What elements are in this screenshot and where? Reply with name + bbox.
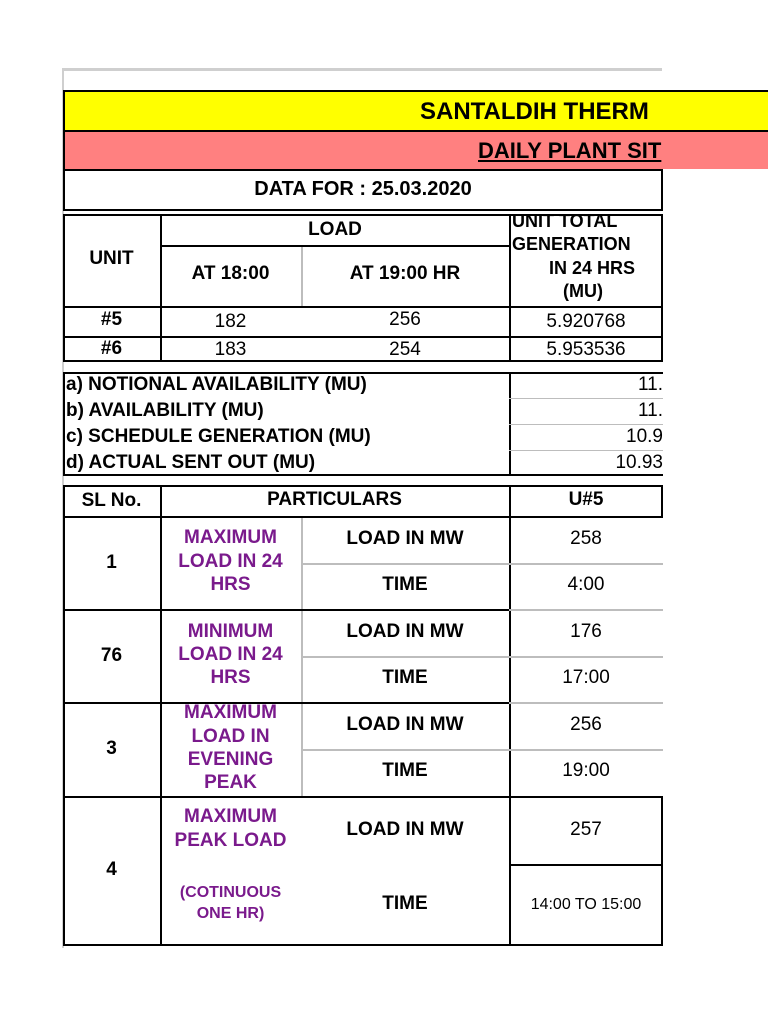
at-1800-header: AT 18:00: [191, 263, 270, 284]
generation-cell: 5.920768: [546, 311, 626, 332]
particular-desc-line: MAXIMUM: [184, 527, 277, 548]
sl-no-cell: 1: [106, 552, 117, 573]
availability-value: 10.93: [615, 452, 663, 473]
load-value: 256: [570, 714, 602, 735]
time-label: TIME: [382, 760, 428, 781]
unit-cell: #6: [100, 338, 123, 359]
availability-label: b) AVAILABILITY (MU): [66, 400, 264, 421]
particular-desc-line: ONE HR): [196, 905, 265, 922]
at-1900-header: AT 19:00 HR: [349, 263, 461, 284]
u5-header: U#5: [568, 489, 604, 510]
particular-desc-line: HRS: [210, 667, 251, 688]
gen-header-line-4: (MU): [563, 281, 603, 301]
plant-title: SANTALDIH THERM: [420, 98, 649, 125]
time-label: TIME: [382, 667, 428, 688]
time-value: 17:00: [562, 667, 610, 688]
particular-desc-line: PEAK LOAD: [174, 830, 287, 851]
time-value: 14:00 TO 15:00: [530, 896, 642, 913]
particular-desc-line: PEAK: [204, 772, 257, 793]
time-label: TIME: [382, 893, 428, 914]
particular-desc-line: LOAD IN 24: [178, 644, 283, 665]
load-value: 176: [570, 621, 602, 642]
gen-header-line-1: UNIT TOTAL: [512, 211, 618, 231]
sl-no-cell: 4: [106, 859, 117, 880]
data-for-date: DATA FOR : 25.03.2020: [254, 178, 472, 200]
particular-desc-line: (COTINUOUS: [179, 884, 282, 901]
load-at-1800-cell: 182: [214, 311, 247, 332]
availability-value: 10.9: [626, 426, 663, 447]
load-header: LOAD: [308, 219, 362, 240]
load-at-1800-cell: 183: [214, 339, 247, 360]
particular-desc-line: HRS: [210, 574, 251, 595]
unit-cell: #5: [100, 309, 123, 330]
load-in-mw-label: LOAD IN MW: [346, 528, 464, 549]
sl-no-header: SL No.: [81, 490, 142, 511]
load-value: 258: [570, 528, 602, 549]
particular-desc-line: MINIMUM: [187, 621, 274, 642]
load-in-mw-label: LOAD IN MW: [346, 621, 464, 642]
unit-header: UNIT: [89, 248, 134, 269]
sl-no-cell: 3: [106, 738, 117, 759]
load-value: 257: [570, 819, 602, 840]
particular-desc-line: LOAD IN: [191, 726, 270, 747]
title-row: [63, 90, 768, 132]
report-subtitle: DAILY PLANT SIT: [478, 138, 662, 163]
availability-value: 11.: [637, 400, 663, 421]
availability-label: a) NOTIONAL AVAILABILITY (MU): [66, 374, 367, 395]
top-border: [63, 68, 662, 71]
availability-label: c) SCHEDULE GENERATION (MU): [66, 426, 371, 447]
particulars-header: PARTICULARS: [267, 489, 402, 510]
subtitle-row: [63, 132, 768, 169]
load-in-mw-label: LOAD IN MW: [346, 714, 464, 735]
availability-label: d) ACTUAL SENT OUT (MU): [66, 452, 316, 473]
load-in-mw-label: LOAD IN MW: [346, 819, 464, 840]
gen-header-line-2: GENERATION: [512, 234, 631, 254]
particular-desc-line: MAXIMUM: [184, 702, 277, 723]
availability-value: 11.: [637, 374, 663, 395]
particular-desc-line: EVENING: [187, 749, 274, 770]
load-at-1900-cell: 256: [389, 309, 421, 330]
particular-desc-line: MAXIMUM: [184, 806, 277, 827]
generation-cell: 5.953536: [546, 339, 626, 360]
load-at-1900-cell: 254: [389, 339, 421, 360]
time-value: 4:00: [567, 574, 605, 595]
time-value: 19:00: [562, 760, 610, 781]
sl-no-cell: 76: [100, 645, 123, 666]
time-label: TIME: [382, 574, 428, 595]
particular-desc-line: LOAD IN 24: [178, 551, 283, 572]
gen-header-line-3: IN 24 HRS: [549, 258, 636, 278]
